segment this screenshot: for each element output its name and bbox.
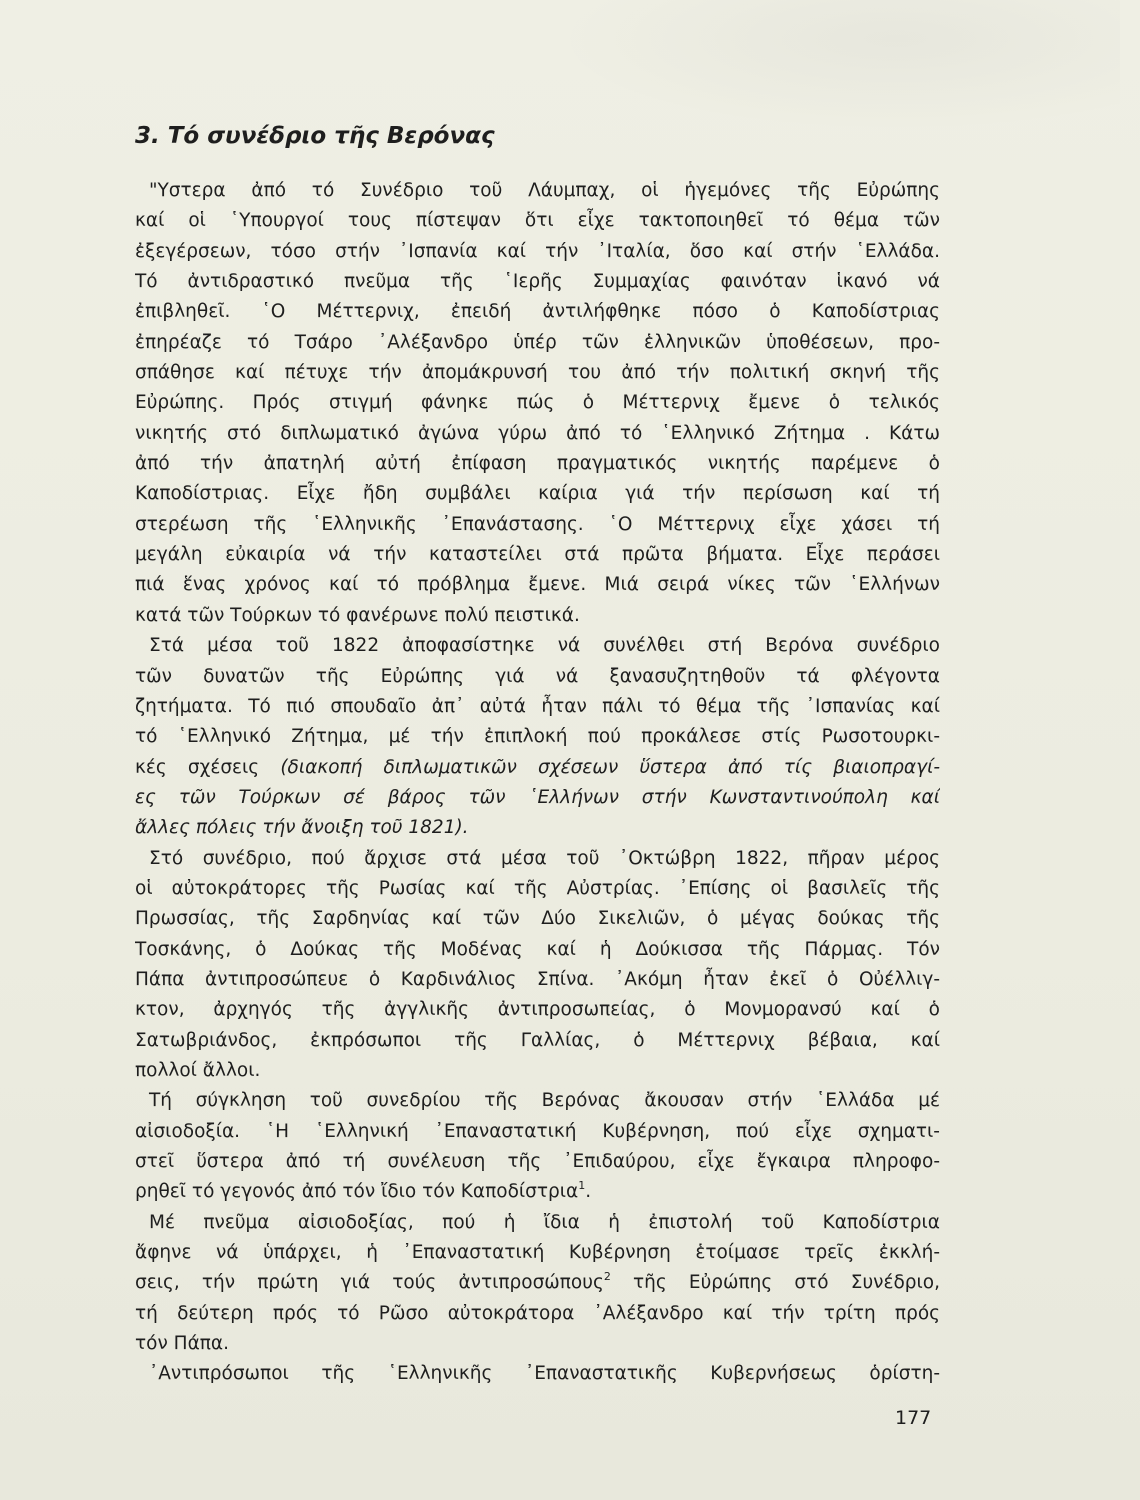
text-line <box>135 1359 940 1389</box>
line-text: σπάθησε καί πέτυχε τήν ἀπομάκρυνσή του ἀπό τήν πολιτική σκηνή τῆς <box>135 362 940 384</box>
line-text: Τή σύγκληση τοῦ συνεδρίου τῆς Βερόνας ἄκουσαν στήν ῾Ελλάδα μέ <box>149 1090 940 1112</box>
line-text: Καποδίστριας. Εἶχε ἤδη συμβάλει καίρια γιά τήν περίσωση καί τή <box>135 483 940 505</box>
text-line <box>135 1177 940 1207</box>
footnote-marker: 2 <box>603 1270 611 1284</box>
footnote-marker: 1 <box>578 1179 586 1193</box>
text-line <box>135 1056 940 1086</box>
line-tail-text: . <box>585 1181 592 1203</box>
line-text: Σατωβριάνδος, ἐκπρόσωποι τῆς Γαλλίας, ὁ Μέττερνιχ βέβαια, καί <box>135 1029 940 1051</box>
text-line <box>135 844 940 874</box>
text-line <box>135 904 940 934</box>
text-line <box>135 449 940 479</box>
text-line <box>135 692 940 722</box>
text-line <box>135 328 940 358</box>
line-text: Τοσκάνης, ὁ Δούκας τῆς Μοδένας καί ἡ Δούκισσα τῆς Πάρμας. Τόν <box>135 938 940 960</box>
line-text: στερέωση τῆς ῾Ελληνικῆς ᾽Επανάστασης. ῾Ο Μέττερνιχ εἶχε χάσει τή <box>135 513 940 535</box>
line-text: κές σχέσεις <box>135 756 281 778</box>
line-text: κατά τῶν Τούρκων τό φανέρωνε πολύ πειστικά. <box>135 604 580 626</box>
line-text: τό ῾Ελληνικό Ζήτημα, μέ τήν ἐπιπλοκή πού προκάλεσε στίς Ρωσοτουρκι- <box>135 726 940 748</box>
line-italic-text: ἄλλες πόλεις τήν ἄνοιξη τοῦ 1821). <box>135 817 469 839</box>
text-line <box>135 479 940 509</box>
line-text: "Υστερα ἀπό τό Συνέδριο τοῦ Λάυμπαχ, οἱ ἡγεμόνες τῆς Εὐρώπης <box>149 180 940 201</box>
text-line <box>135 267 940 297</box>
line-text: τόν Πάπα. <box>135 1333 229 1355</box>
line-text: Πάπα ἀντιπροσώπευε ὁ Καρδινάλιος Σπίνα. ᾽Ακόμη ἦταν ἐκεῖ ὁ Οὐέλλιγ- <box>135 968 940 990</box>
line-text: κτον, ἀρχηγός τῆς ἀγγλικῆς ἀντιπροσωπείας, ὁ Μονμορανσύ καί ὁ <box>135 999 940 1021</box>
text-line <box>135 813 940 843</box>
text-line <box>135 965 940 995</box>
text-line <box>135 1117 940 1147</box>
body-text <box>135 176 940 1390</box>
line-text: ἐξεγέρσεων, τόσο στήν ᾽Ισπανία καί τήν ᾽Ιταλία, ὅσο καί στήν ῾Ελλάδα. <box>135 240 940 262</box>
line-text: Εὐρώπης. Πρός στιγμή φάνηκε πώς ὁ Μέττερνιχ ἔμενε ὁ τελικός <box>135 392 940 414</box>
line-text: πιά ἕνας χρόνος καί τό πρόβλημα ἔμενε. Μιά σειρά νίκες τῶν ῾Ελλήνων <box>135 574 940 596</box>
line-text: αἰσιοδοξία. ῾Η ῾Ελληνική ᾽Επαναστατική Κυβέρνηση, πού εἶχε σχηματι- <box>135 1120 940 1142</box>
text-line <box>135 1208 940 1238</box>
text-line <box>135 540 940 570</box>
text-line <box>135 874 940 904</box>
text-line <box>135 1268 940 1298</box>
line-text: οἱ αὐτοκράτορες τῆς Ρωσίας καί τῆς Αὐστρίας. ᾽Επίσης οἱ βασιλεῖς τῆς <box>135 877 940 899</box>
line-text: ᾽Αντιπρόσωποι τῆς ῾Ελληνικῆς ᾽Επαναστατικῆς Κυβερνήσεως ὁρίστη- <box>149 1363 940 1385</box>
line-text: νικητής στό διπλωματικό ἀγώνα γύρω ἀπό τό ῾Ελληνικό Ζήτημα . Κάτω <box>135 422 940 444</box>
line-text: ἄφηνε νά ὑπάρχει, ἡ ᾽Επαναστατική Κυβέρνηση ἑτοίμασε τρεῖς ἐκκλή- <box>135 1242 940 1264</box>
page-number: 177 <box>895 1407 932 1429</box>
line-text: ἀπό τήν ἀπατηλή αὐτή ἐπίφαση πραγματικός νικητής παρέμενε ὁ <box>135 453 940 475</box>
line-text: ζητήματα. Τό πιό σπουδαῖο ἀπ᾽ αὐτά ἦταν πάλι τό θέμα τῆς ᾽Ισπανίας καί <box>135 695 940 717</box>
line-text: Μέ πνεῦμα αἰσιοδοξίας, πού ἡ ἴδια ἡ ἐπιστολή τοῦ Καποδίστρια <box>149 1211 940 1233</box>
line-text: ρηθεῖ τό γεγονός ἀπό τόν ἴδιο τόν Καποδίστρια <box>135 1181 579 1203</box>
text-line <box>135 1329 940 1359</box>
text-line <box>135 297 940 327</box>
text-line <box>135 1086 940 1116</box>
line-text: Στό συνέδριο, πού ἄρχισε στά μέσα τοῦ ᾽Οκτώβρη 1822, πῆραν μέρος <box>149 847 940 869</box>
text-line <box>135 995 940 1025</box>
text-line <box>135 722 940 752</box>
line-text: σεις, τήν πρώτη γιά τούς ἀντιπροσώπους <box>135 1272 604 1294</box>
text-line <box>135 237 940 267</box>
text-line <box>135 1147 940 1177</box>
text-line <box>135 1238 940 1268</box>
line-italic-text: (διακοπή διπλωματικῶν σχέσεων ὕστερα ἀπό τίς βιαιοπραγί- <box>280 756 940 778</box>
line-text: καί οἱ ῾Υπουργοί τους πίστεψαν ὅτι εἶχε τακτοποιηθεῖ τό θέμα τῶν <box>135 210 940 232</box>
line-italic-text: ες τῶν Τούρκων σέ βάρος τῶν ῾Ελλήνων στήν Κωνσταντινούπολη καί <box>135 786 940 808</box>
text-line <box>135 662 940 692</box>
line-text: ἐπιβληθεῖ. ῾Ο Μέττερνιχ, ἐπειδή ἀντιλήφθηκε πόσο ὁ Καποδίστριας <box>135 301 940 323</box>
text-line <box>135 570 940 600</box>
text-line <box>135 176 940 206</box>
text-line <box>135 1299 940 1329</box>
line-text: Στά μέσα τοῦ 1822 ἀποφασίστηκε νά συνέλθει στή Βερόνα συνέδριο <box>149 635 940 657</box>
text-line <box>135 753 940 783</box>
text-line <box>135 419 940 449</box>
text-line <box>135 601 940 631</box>
line-text: πολλοί ἄλλοι. <box>135 1059 261 1081</box>
text-line <box>135 388 940 418</box>
line-tail-text: τῆς Εὐρώπης στό Συνέδριο, <box>610 1272 940 1294</box>
text-line <box>135 935 940 965</box>
text-line <box>135 783 940 813</box>
text-line <box>135 206 940 236</box>
section-heading: 3. Τό συνέδριο τῆς Βερόνας <box>135 123 495 149</box>
text-line <box>135 358 940 388</box>
line-text: Τό ἀντιδραστικό πνεῦμα τῆς ῾Ιερῆς Συμμαχίας φαινόταν ἱκανό νά <box>135 271 940 293</box>
line-text: Πρωσσίας, τῆς Σαρδηνίας καί τῶν Δύο Σικελιῶν, ὁ μέγας δούκας τῆς <box>135 908 940 930</box>
text-line <box>135 631 940 661</box>
line-text: τή δεύτερη πρός τό Ρῶσο αὐτοκράτορα ᾽Αλέξανδρο καί τήν τρίτη πρός <box>135 1302 940 1324</box>
text-line <box>135 510 940 540</box>
line-text: στεῖ ὕστερα ἀπό τή συνέλευση τῆς ᾽Επιδαύρου, εἶχε ἔγκαιρα πληροφο- <box>135 1151 940 1172</box>
show-through-shadow <box>560 0 1120 130</box>
line-text: τῶν δυνατῶν τῆς Εὐρώπης γιά νά ξανασυζητηθοῦν τά φλέγοντα <box>135 665 940 687</box>
line-text: ἐπηρέαζε τό Τσάρο ᾽Αλέξανδρο ὑπέρ τῶν ἑλληνικῶν ὑποθέσεων, προ- <box>135 331 940 353</box>
text-line <box>135 1026 940 1056</box>
line-text: μεγάλη εὐκαιρία νά τήν καταστείλει στά πρῶτα βήματα. Εἶχε περάσει <box>135 544 940 566</box>
